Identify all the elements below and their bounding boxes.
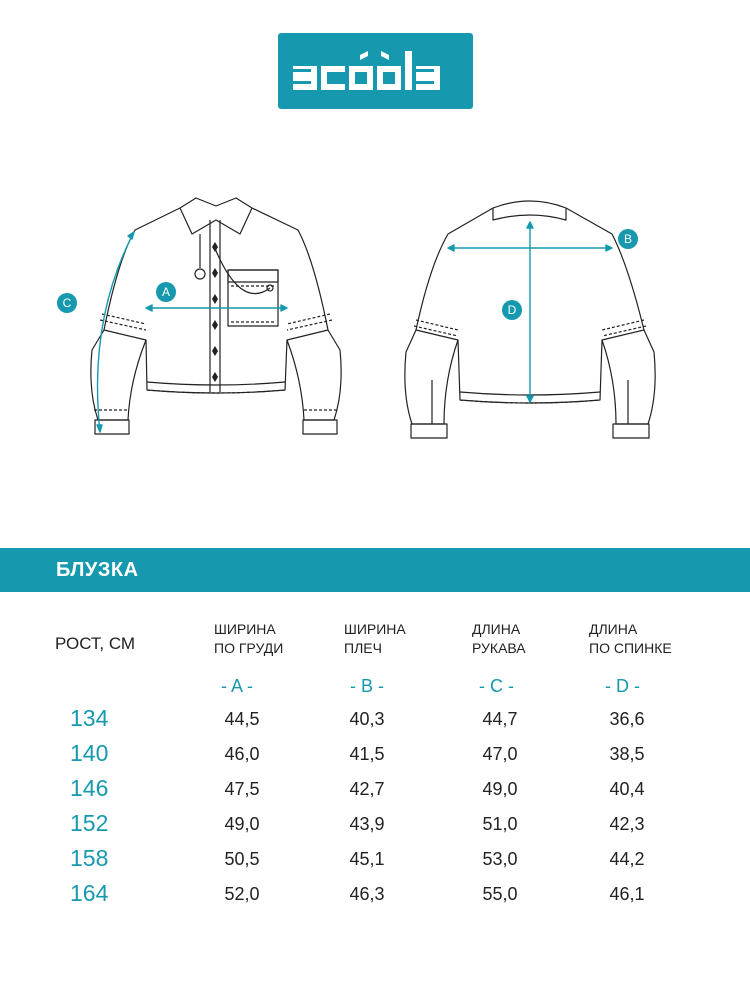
cell-chest-width: 52,0 [224, 884, 260, 904]
measurement-markers [57, 229, 638, 320]
row-height: 134 [70, 705, 109, 731]
column-header-chest-width: ШИРИНА ПО ГРУДИ [214, 621, 284, 656]
cell-back-length: 40,4 [609, 779, 645, 799]
cell-back-length: 42,3 [609, 814, 645, 834]
cell-shoulder-width: 40,3 [349, 709, 385, 729]
cell-back-length: 44,2 [609, 849, 645, 869]
cell-back-length: 36,6 [609, 709, 645, 729]
garment-diagram [0, 180, 750, 450]
cell-chest-width: 47,5 [224, 779, 260, 799]
cell-sleeve-length: 51,0 [482, 814, 518, 834]
cell-shoulder-width: 46,3 [349, 884, 385, 904]
product-title: БЛУЗКА [56, 559, 139, 581]
cell-shoulder-width: 43,9 [349, 814, 385, 834]
blouse-front-drawing [91, 198, 341, 434]
table-row [0, 775, 750, 810]
brand-logo-mark [278, 33, 473, 109]
cell-shoulder-width: 41,5 [349, 744, 385, 764]
column-header-back-length: ДЛИНА ПО СПИНКЕ [589, 621, 672, 656]
marker-a-label: A [161, 285, 171, 299]
marker-b-label: B [623, 232, 633, 246]
table-row [0, 880, 750, 915]
table-row [0, 740, 750, 775]
table-row [0, 845, 750, 880]
cell-shoulder-width: 42,7 [349, 779, 385, 799]
brand-logo [278, 33, 473, 109]
row-height: 158 [70, 845, 109, 871]
cell-sleeve-length: 44,7 [482, 709, 518, 729]
cell-chest-width: 44,5 [224, 709, 260, 729]
cell-chest-width: 50,5 [224, 849, 260, 869]
measurement-lines [97, 222, 612, 432]
cell-sleeve-length: 53,0 [482, 849, 518, 869]
table-row [0, 705, 750, 740]
column-header-sleeve-length: ДЛИНА РУКАВА [472, 621, 526, 656]
row-height: 152 [70, 810, 109, 836]
row-height: 164 [70, 880, 109, 906]
cell-sleeve-length: 55,0 [482, 884, 518, 904]
column-letter-a: - A - [221, 676, 254, 696]
product-title-banner [0, 548, 750, 592]
column-letter-b: - B - [350, 676, 384, 696]
column-header-shoulder-width: ШИРИНА ПЛЕЧ [344, 621, 406, 656]
marker-c-label: C [62, 296, 72, 310]
row-height: 146 [70, 775, 109, 801]
cell-sleeve-length: 49,0 [482, 779, 518, 799]
row-height: 140 [70, 740, 109, 766]
cell-chest-width: 49,0 [224, 814, 260, 834]
cell-back-length: 46,1 [609, 884, 645, 904]
height-column-header: РОСТ, СМ [55, 634, 136, 653]
cell-shoulder-width: 45,1 [349, 849, 385, 869]
column-letter-d: - D - [605, 676, 640, 696]
cell-chest-width: 46,0 [224, 744, 260, 764]
table-row [0, 810, 750, 845]
cell-sleeve-length: 47,0 [482, 744, 518, 764]
marker-d-label: D [507, 303, 517, 317]
cell-back-length: 38,5 [609, 744, 645, 764]
column-letter-c: - C - [479, 676, 514, 696]
